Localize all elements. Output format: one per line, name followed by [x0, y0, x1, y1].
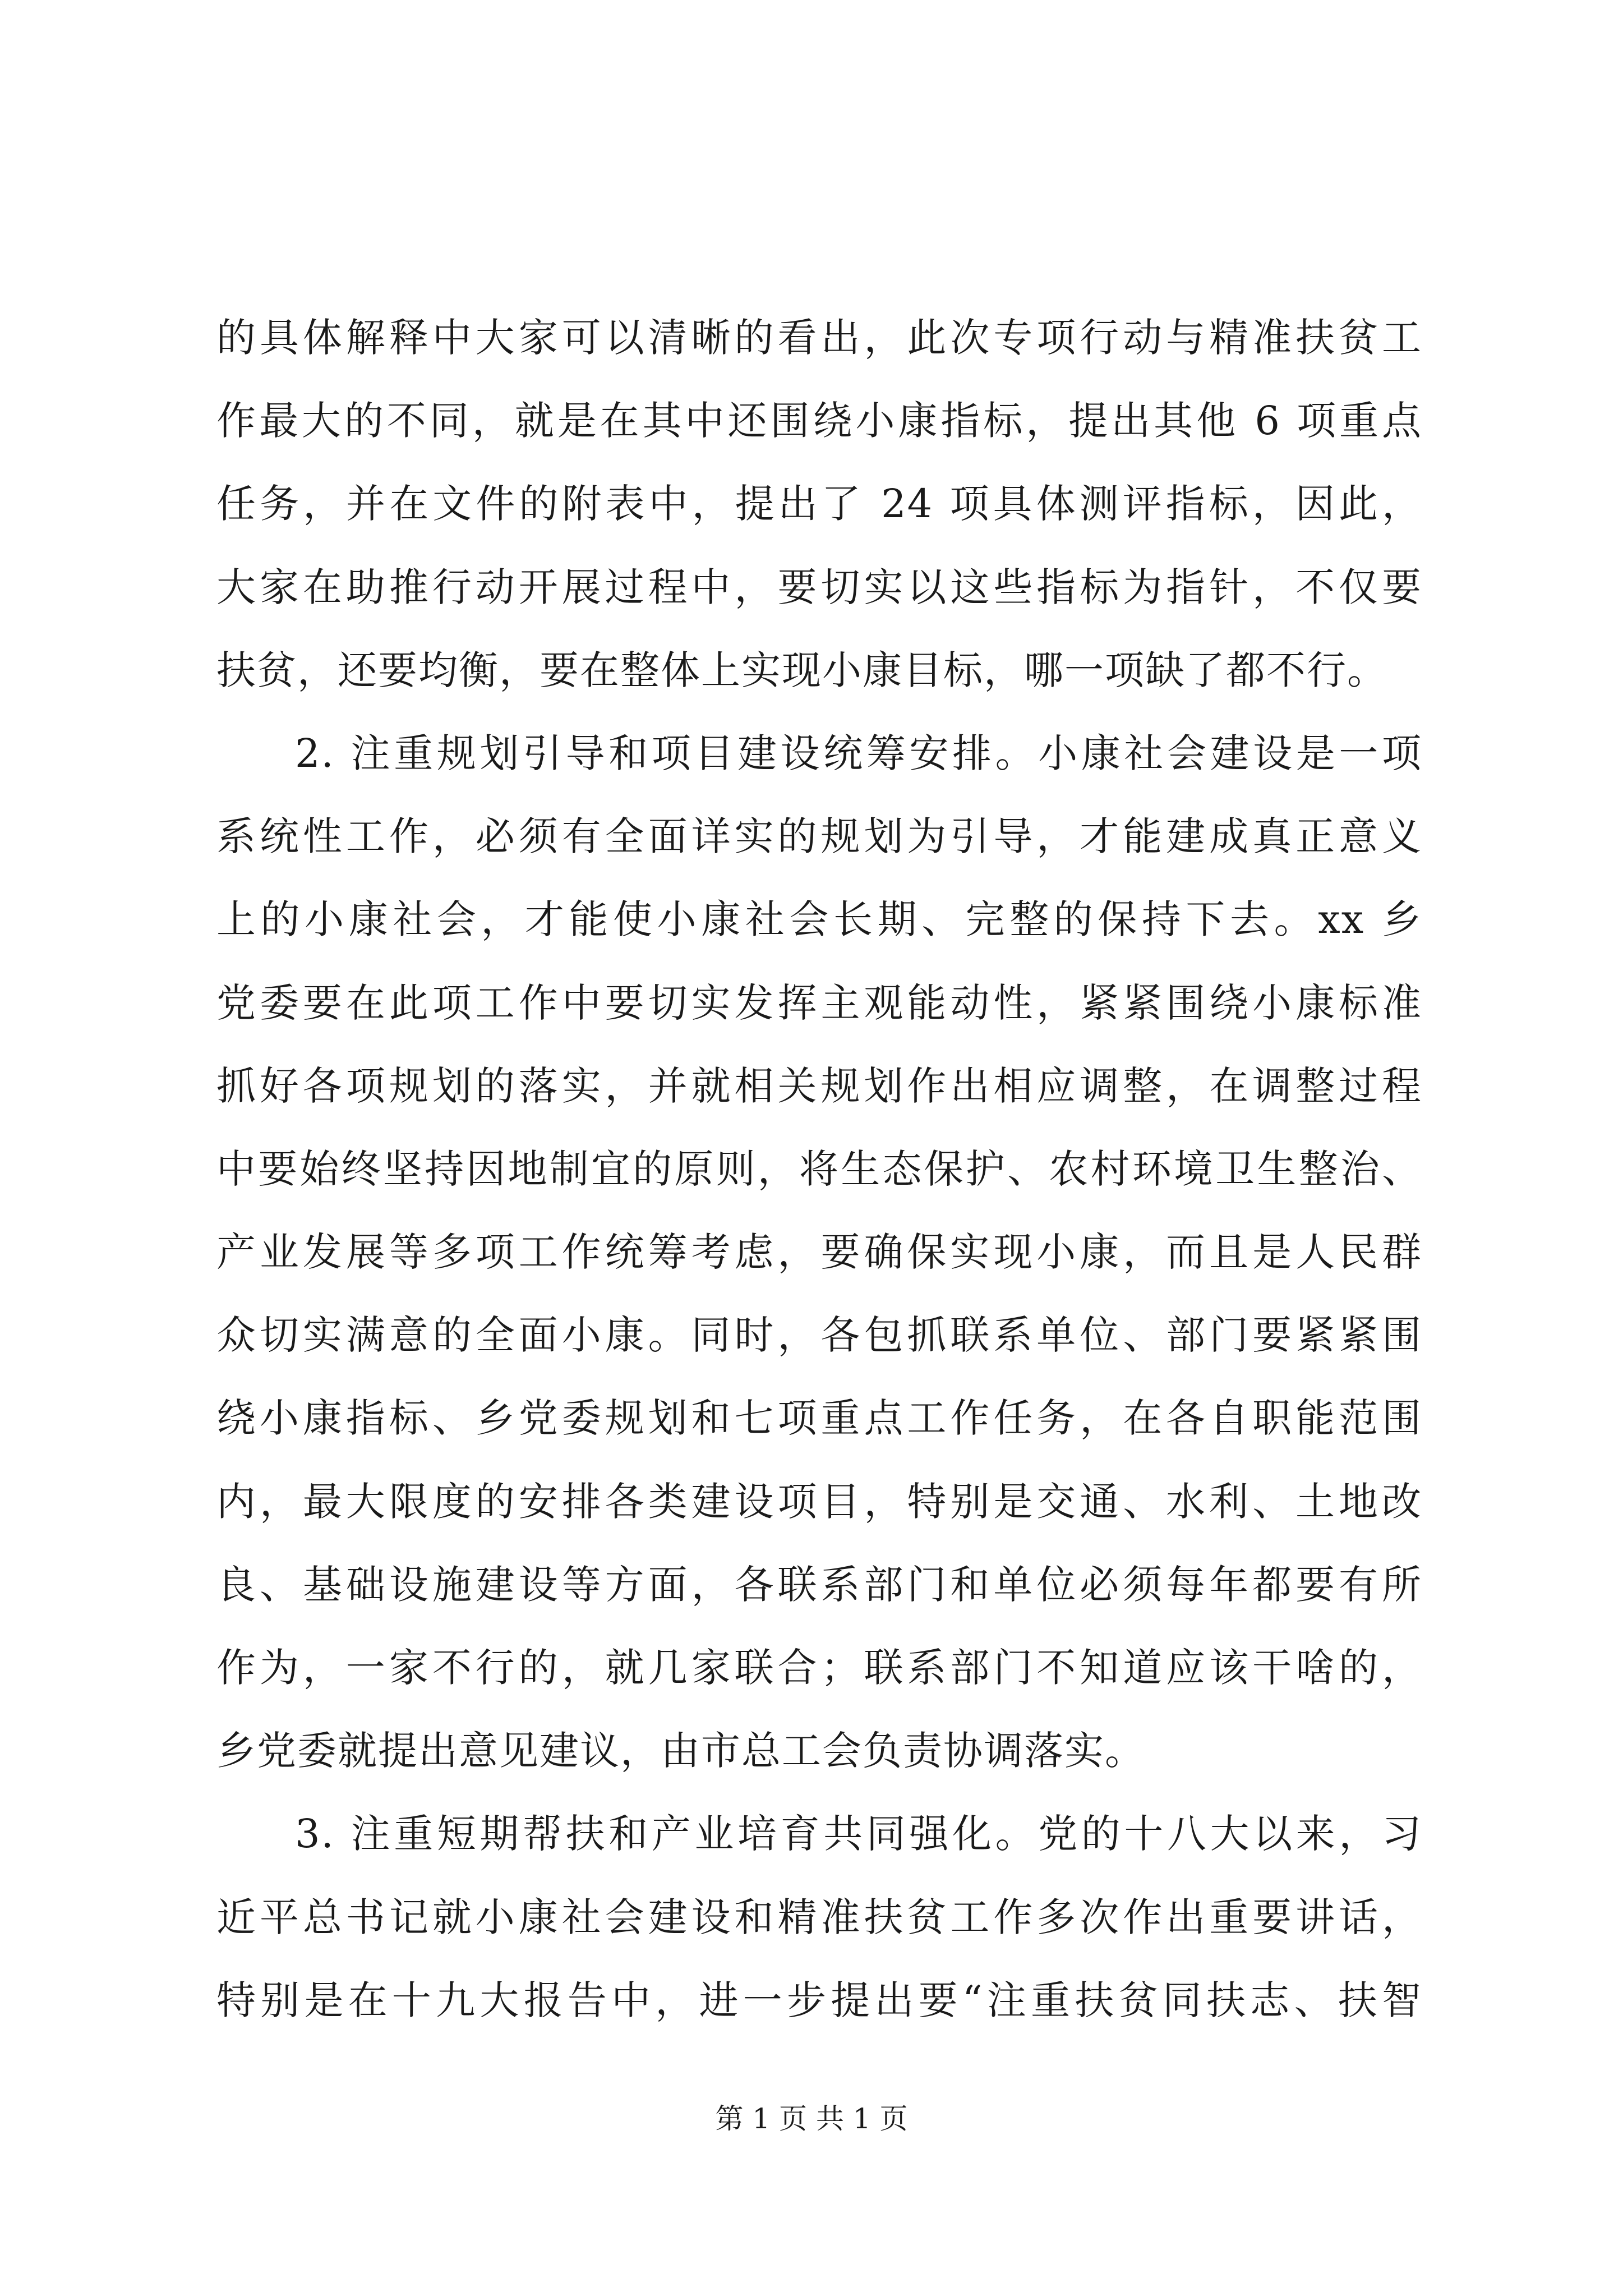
- text-line: 产业发展等多项工作统筹考虑，要确保实现小康，而且是人民群: [216, 1229, 1422, 1276]
- text-line: 2. 注重规划引导和项目建设统筹安排。小康社会建设是一项: [295, 730, 1422, 776]
- text-line: 的具体解释中大家可以清晰的看出，此次专项行动与精准扶贫工: [216, 315, 1422, 361]
- paragraph-continuation: [216, 296, 1422, 712]
- page-footer: [0, 2099, 1623, 2138]
- paragraph-item-2: [216, 712, 1422, 1792]
- text-line: 3. 注重短期帮扶和产业培育共同强化。党的十八大以来，习: [295, 1811, 1422, 1857]
- text-line: 内，最大限度的安排各类建设项目，特别是交通、水利、土地改: [216, 1478, 1422, 1525]
- text-line: 特别是在十九大报告中，进一步提出要“注重扶贫同扶志、扶智: [216, 1977, 1422, 2023]
- text-line: 系统性工作，必须有全面详实的规划为引导，才能建成真正意义: [216, 813, 1422, 860]
- text-line: 上的小康社会，才能使小康社会长期、完整的保持下去。xx 乡: [216, 896, 1422, 943]
- text-line: 中要始终坚持因地制宜的原则，将生态保护、农村环境卫生整治、: [216, 1145, 1422, 1192]
- text-line: 良、基础设施建设等方面，各联系部门和单位必须每年都要有所: [216, 1561, 1422, 1608]
- text-line: 抓好各项规划的落实，并就相关规划作出相应调整，在调整过程: [216, 1062, 1422, 1109]
- paragraph-item-3: [216, 1792, 1422, 2042]
- text-line: 绕小康指标、乡党委规划和七项重点工作任务，在各自职能范围: [216, 1395, 1422, 1442]
- text-line: 乡党委就提出意见建议，由市总工会负责协调落实。: [216, 1728, 1145, 1774]
- text-line: 作最大的不同，就是在其中还围绕小康指标，提出其他 6 项重点: [216, 398, 1422, 444]
- text-line: 任务，并在文件的附表中，提出了 24 项具体测评指标，因此，: [216, 481, 1422, 527]
- document-body: [216, 296, 1422, 2042]
- text-line: 党委要在此项工作中要切实发挥主观能动性，紧紧围绕小康标准: [216, 979, 1422, 1026]
- text-line: 作为，一家不行的，就几家联合；联系部门不知道应该干啥的，: [216, 1645, 1422, 1691]
- text-line: 扶贫，还要均衡，要在整体上实现小康目标，哪一项缺了都不行。: [216, 647, 1387, 693]
- text-line: 众切实满意的全面小康。同时，各包抓联系单位、部门要紧紧围: [216, 1312, 1422, 1359]
- page-number-label: 第 1 页 共 1 页: [715, 2102, 908, 2135]
- text-line: 大家在助推行动开展过程中，要切实以这些指标为指针，不仅要: [216, 564, 1422, 610]
- text-line: 近平总书记就小康社会建设和精准扶贫工作多次作出重要讲话，: [216, 1894, 1422, 1940]
